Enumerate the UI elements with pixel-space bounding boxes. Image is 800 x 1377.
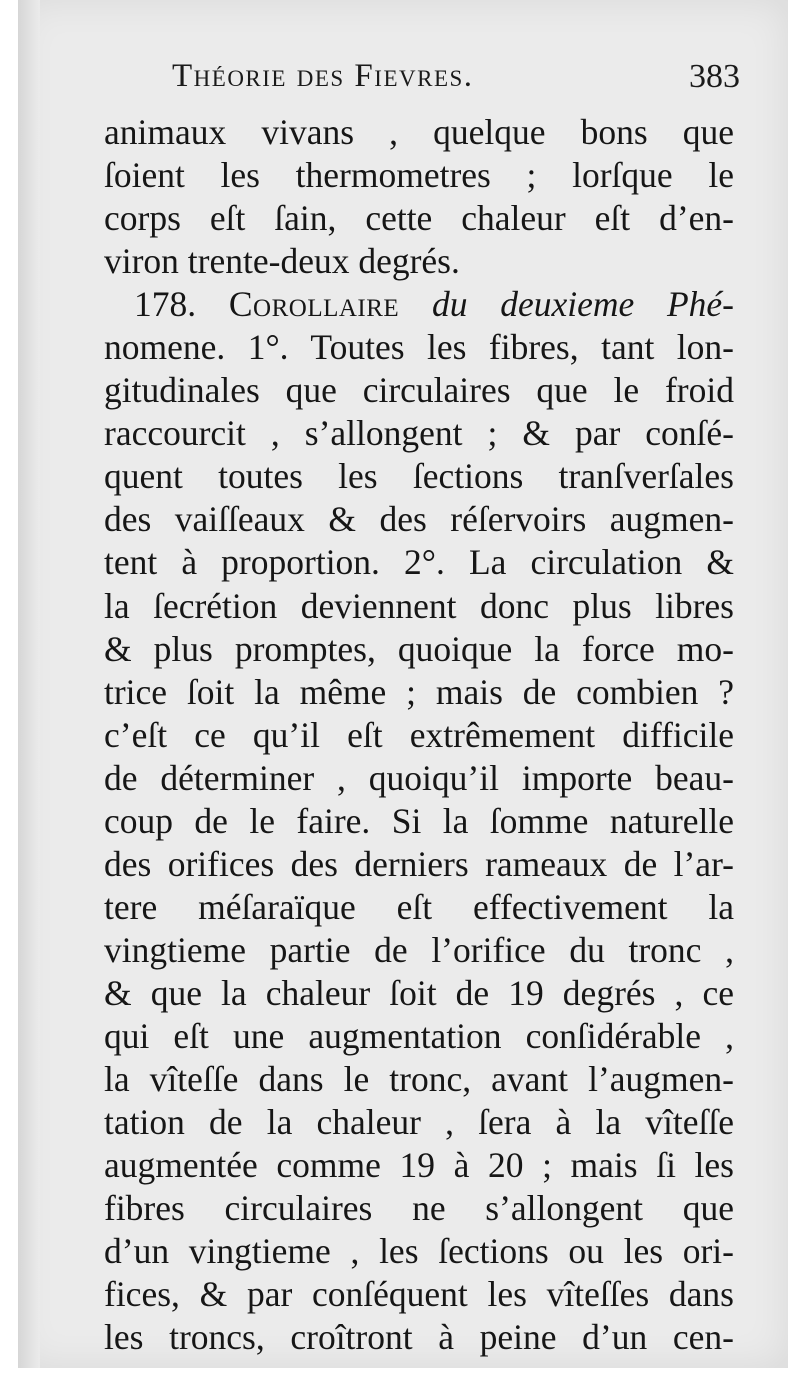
text-line: tation de la chaleur , ſera à la vîteſſe — [104, 1102, 734, 1143]
paragraph-subheading: du deuxieme Phé- — [431, 284, 735, 325]
body-text — [104, 111, 734, 1359]
text-line: corps eſt ſain, cette chaleur eſt d’en- — [104, 198, 734, 239]
text-line: des vaiſſeaux & des réſervoirs augmen- — [104, 499, 734, 540]
text-line: la ſecrétion deviennent donc plus libres — [104, 585, 734, 626]
text-line: de déterminer , quoiqu’il importe beau- — [104, 757, 734, 798]
text-line: des orifices des derniers rameaux de l’ar- — [104, 843, 734, 884]
page-gutter-shadow — [18, 0, 40, 1368]
text-line: d’un vingtieme , les ſections ou les ori- — [104, 1231, 734, 1272]
text-line: la vîteſſe dans le tronc, avant l’augmen- — [104, 1059, 734, 1100]
text-line: ſoient les thermometres ; lorſque le — [104, 155, 734, 196]
text-line: nomene. 1°. Toutes les fibres, tant lon- — [104, 327, 734, 368]
text-line: trice ſoit la même ; mais de combien ? — [104, 671, 734, 712]
text-line: & plus promptes, quoique la force mo- — [104, 628, 734, 669]
text-line: gitudinales que circulaires que le froid — [104, 370, 734, 411]
text-line: fices, & par conſéquent les vîteſſes dans — [104, 1274, 734, 1315]
text-line: animaux vivans , quelque bons que — [104, 112, 734, 152]
text-line: qui eſt une augmentation conſidérable , — [104, 1015, 734, 1056]
paragraph-heading-line — [104, 283, 734, 326]
paragraph-number: 178. — [134, 284, 197, 325]
text-line: les troncs, croîtront à peine d’un cen- — [104, 1317, 734, 1358]
text-line: c’eſt ce qu’il eſt extrêmement difficile — [104, 714, 734, 755]
page-header — [150, 50, 740, 104]
text-line: vingtieme partie de l’orifice du tronc , — [104, 929, 734, 970]
text-line: tere méſaraïque eſt effectivement la — [104, 886, 734, 927]
text-line: tent à proportion. 2°. La circulation & — [104, 542, 734, 583]
text-line: augmentée comme 19 à 20 ; mais ſi les — [104, 1145, 734, 1186]
text-line: fibres circulaires ne s’allongent que — [104, 1188, 734, 1229]
paragraph-heading: Corollaire — [228, 284, 400, 325]
text-line: quent toutes les ſections tranſverſales — [104, 456, 734, 497]
text-line: raccourcit , s’allongent ; & par conſé- — [104, 413, 734, 454]
page-number: 383 — [689, 58, 740, 95]
text-line: & que la chaleur ſoit de 19 degrés , ce — [104, 972, 734, 1013]
text-line: coup de le faire. Si la ſomme naturelle — [104, 800, 734, 841]
text-line: viron trente-deux degrés. — [104, 241, 460, 282]
running-head: Théorie des Fievres. — [172, 58, 474, 94]
